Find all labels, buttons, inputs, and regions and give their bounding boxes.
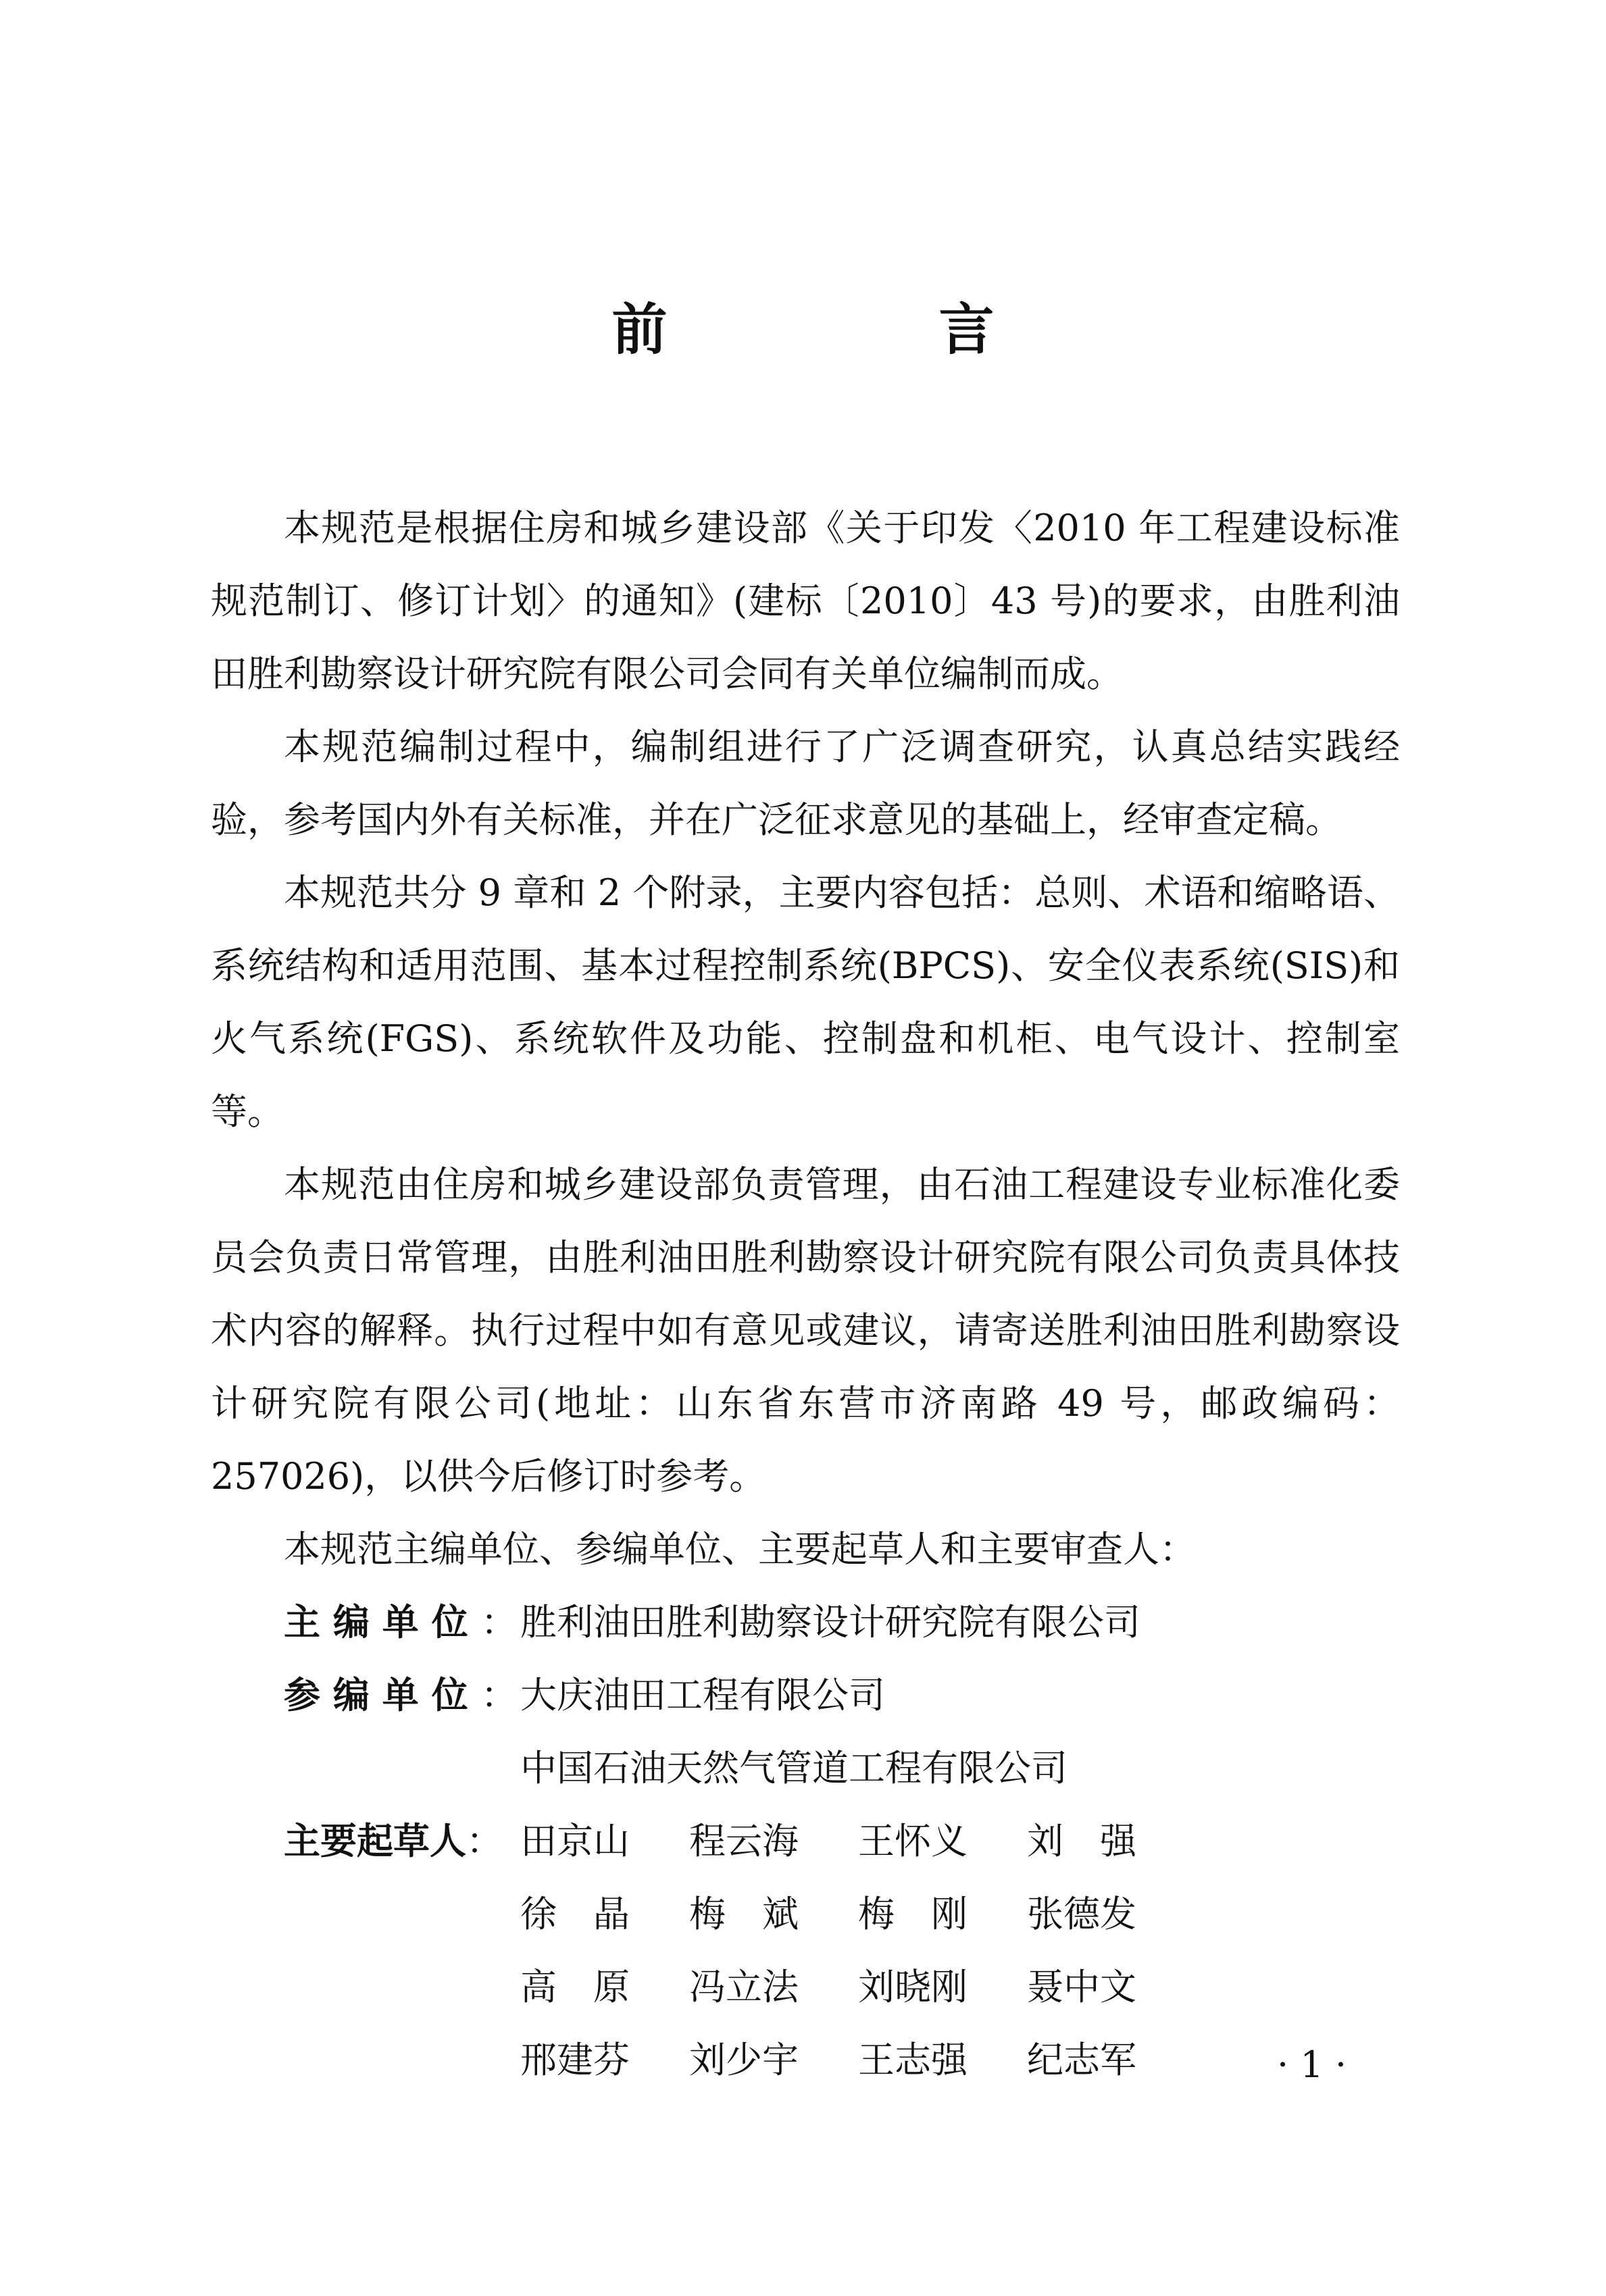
drafter-name: 梅 斌: [689, 1893, 799, 1935]
drafters-row: [211, 1805, 1400, 2097]
drafter-name: 邢建芬: [520, 2039, 630, 2081]
chief-unit-label: 主编单位：: [284, 1601, 518, 1643]
participating-unit-label: 参编单位：: [284, 1674, 518, 1716]
drafter-name: 纪志军: [1027, 2039, 1136, 2081]
paragraph-source: 本规范是根据住房和城乡建设部《关于印发〈2010 年工程建设标准规范制订、修订计划〉的通知》(建标〔2010〕43 号)的要求，由胜利油田胜利勘察设计研究院有限公司会同有关单位编制而成。: [211, 507, 1400, 695]
participating-unit-value: 大庆油田工程有限公司: [520, 1674, 885, 1716]
page-number: · 1 ·: [1277, 2043, 1347, 2086]
page-title: 前 言: [611, 298, 1103, 362]
drafter-name: 聂中文: [1027, 1966, 1136, 2008]
drafter-name: 刘少宇: [689, 2039, 799, 2081]
units-intro: 本规范主编单位、参编单位、主要起草人和主要审查人：: [284, 1528, 1196, 1571]
preface-body: [211, 492, 1400, 2097]
drafter-name: 冯立法: [689, 1966, 799, 2008]
drafter-name: 张德发: [1027, 1893, 1136, 1935]
drafter-name: 王志强: [858, 2039, 968, 2081]
participating-unit-row: [211, 1659, 1400, 1732]
paragraph-contents: 本规范共分 9 章和 2 个附录，主要内容包括：总则、术语和缩略语、系统结构和适用范围、基本过程控制系统(BPCS)、安全仪表系统(SIS)和火气系统(FGS)、系统软件及功能、控制盘和机柜、电气设计、控制室等。: [211, 871, 1400, 1133]
drafter-name: 高 原: [520, 1966, 630, 2008]
drafters-label: 主要起草人：: [284, 1820, 503, 1862]
participating-unit-value: 中国石油天然气管道工程有限公司: [520, 1747, 1068, 1789]
drafter-name: 刘 强: [1027, 1820, 1136, 1862]
paragraph-process: 本规范编制过程中，编制组进行了广泛调查研究，认真总结实践经验，参考国内外有关标准，并在广泛征求意见的基础上，经审查定稿。: [211, 725, 1400, 841]
chief-unit-row: [211, 1586, 1400, 1659]
drafter-name: 刘晓刚: [858, 1966, 968, 2008]
drafter-name: 梅 刚: [858, 1893, 968, 1935]
paragraph-management: 本规范由住房和城乡建设部负责管理，由石油工程建设专业标准化委员会负责日常管理，由胜利油田胜利勘察设计研究院有限公司负责具体技术内容的解释。执行过程中如有意见或建议，请寄送胜利油田胜利勘察设计研究院有限公司(地址：山东省东营市济南路 49 号，邮政编码：257026)，以供今后修订时参考。: [211, 1163, 1400, 1498]
chief-unit-value: 胜利油田胜利勘察设计研究院有限公司: [520, 1601, 1140, 1643]
participating-unit-row: [211, 1732, 1400, 1805]
drafter-name: 程云海: [689, 1820, 799, 1862]
drafter-name: 王怀义: [858, 1820, 968, 1862]
drafter-name: 田京山: [520, 1820, 630, 1862]
drafter-name: 徐 晶: [520, 1893, 630, 1935]
drafters-list: [520, 1805, 1196, 2097]
